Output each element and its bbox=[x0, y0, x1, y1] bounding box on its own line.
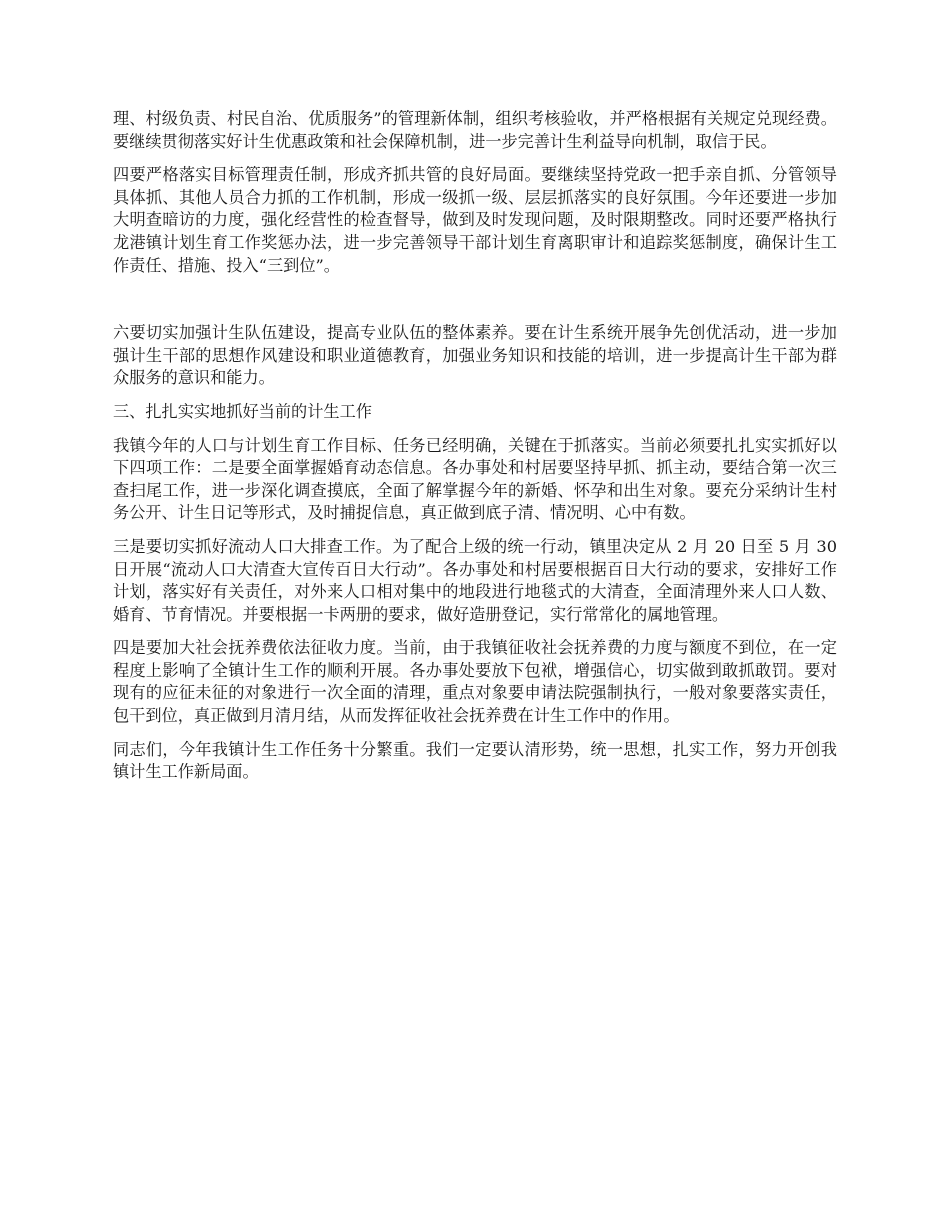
paragraph-management-system: 理、村级负责、村民自治、优质服务”的管理新体制，组织考核验收，并严格根据有关规定兑现经费。要继续贯彻落实好计生优惠政策和社会保障机制，进一步完善计生利益导向机制，取信于民。 bbox=[113, 109, 837, 151]
paragraph-social-fee: 四是要加大社会抚养费依法征收力度。当前，由于我镇征收社会抚养费的力度与额度不到位，在一定程度上影响了全镇计生工作的顺利开展。各办事处要放下包袱，增强信心，切实做到敢抓敢罚。要对现有的应征未征的对象进行一次全面的清理，重点对象要申请法院强制执行，一般对象要落实责任，包干到位，真正做到月清月结，从而发挥征收社会抚养费在计生工作中的作用。 bbox=[113, 638, 837, 726]
document-body bbox=[113, 108, 837, 795]
paragraph-floating-population: 三是要切实抓好流动人口大排查工作。为了配合上级的统一行动，镇里决定从 2 月 20 日至 5 月 30 日开展“流动人口大清查大宣传百日大行动”。各办事处和村居要根据百日大行动的要求，安排好工作计划，落实好有关责任，对外来人口相对集中的地段进行地毯式的大清查，全面清理外来人口人数、婚育、节育情况。并要根据一卡两册的要求，做好造册登记，实行常常化的属地管理。 bbox=[113, 536, 837, 624]
paragraph-target-responsibility: 四要严格落实目标管理责任制，形成齐抓共管的良好局面。要继续坚持党政一把手亲自抓、分管领导具体抓、其他人员合力抓的工作机制，形成一级抓一级、层层抓落实的良好氛围。今年还要进一步加大明查暗访的力度，强化经营性的检查督导，做到及时发现问题，及时限期整改。同时还要严格执行龙港镇计划生育工作奖惩办法，进一步完善领导干部计划生育离职审计和追踪奖惩制度，确保计生工作责任、措施、投入“三到位”。 bbox=[113, 165, 837, 275]
section-heading: 三、扎扎实实地抓好当前的计生工作 bbox=[113, 401, 372, 421]
paragraph-marriage-info: 我镇今年的人口与计划生育工作目标、任务已经明确，关键在于抓落实。当前必须要扎扎实实抓好以下四项工作：二是要全面掌握婚育动态信息。各办事处和村居要坚持早抓、抓主动，要结合第一次三查扫尾工作，进一步深化调查摸底，全面了解掌握今年的新婚、怀孕和出生对象。要充分采纳计生村务公开、计生日记等形式，及时捕捉信息，真正做到底子清、情况明、心中有数。 bbox=[113, 435, 837, 523]
blank-gap bbox=[113, 288, 837, 322]
paragraph-team-building: 六要切实加强计生队伍建设，提高专业队伍的整体素养。要在计生系统开展争先创优活动，进一步加强计生干部的思想作风建设和职业道德教育，加强业务知识和技能的培训，进一步提高计生干部为群众服务的意识和能力。 bbox=[113, 323, 837, 388]
paragraph-closing: 同志们，今年我镇计生工作任务十分繁重。我们一定要认清形势，统一思想，扎实工作，努力开创我镇计生工作新局面。 bbox=[113, 739, 837, 782]
